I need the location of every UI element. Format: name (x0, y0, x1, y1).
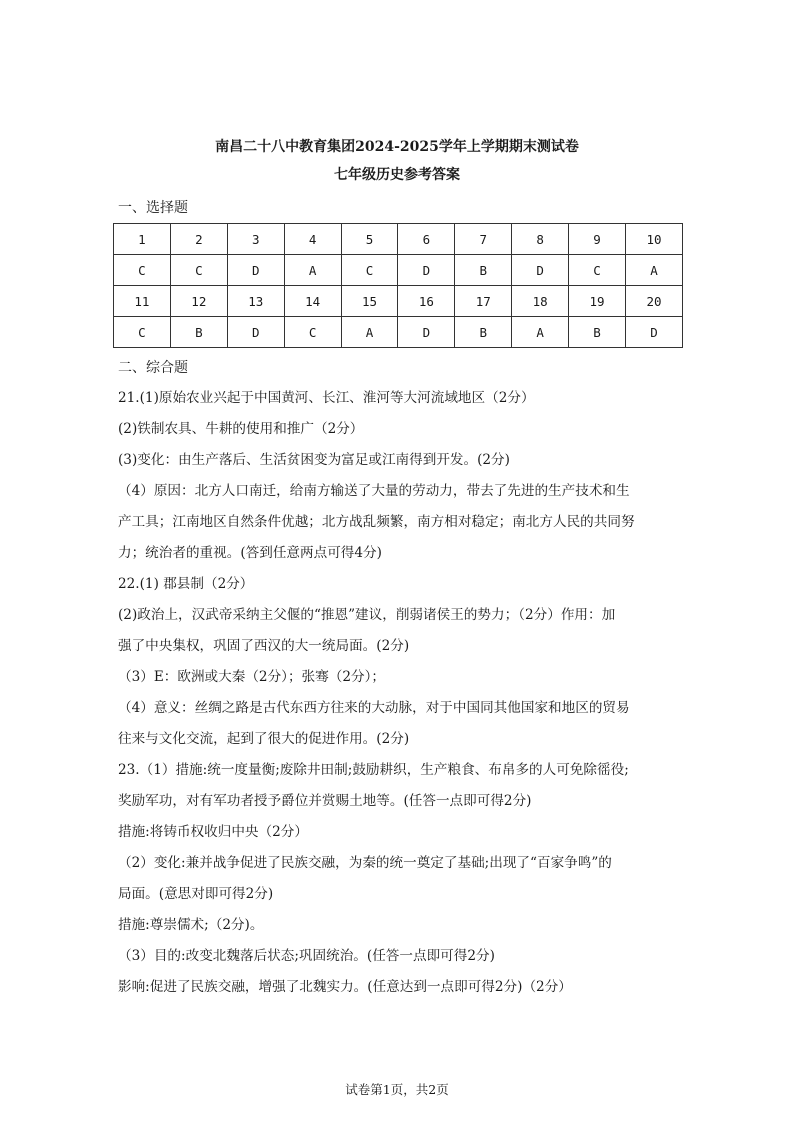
answer-line: （4）原因：北方人口南迁，给南方输送了大量的劳动力，带去了先进的生产技术和生 (118, 483, 630, 499)
table-cell: A (284, 255, 341, 286)
answer-line: 21.(1)原始农业兴起于中国黄河、长江、淮河等大河流域地区（2分） (118, 390, 535, 406)
answer-line: (2)铁制农具、牛耕的使用和推广（2分） (118, 421, 364, 437)
answer-line: (3)变化：由生产落后、生活贫困变为富足或江南得到开发。(2分) (118, 452, 510, 468)
table-cell: D (398, 255, 455, 286)
document-subtitle: 七年级历史参考答案 (334, 167, 460, 183)
table-cell: C (114, 317, 171, 348)
table-cell: 20 (626, 286, 683, 317)
table-cell: B (455, 317, 512, 348)
answer-text (118, 383, 684, 1003)
table-cell: D (227, 317, 284, 348)
section-heading-choice: 一、选择题 (118, 200, 188, 216)
section-heading-comprehensive: 二、综合题 (118, 360, 188, 376)
answer-line: 局面。(意思对即可得2分) (118, 886, 274, 902)
table-cell: 19 (569, 286, 626, 317)
table-cell: C (341, 255, 398, 286)
answer-line: 措施:尊崇儒术;（2分)。 (118, 917, 264, 933)
table-row (114, 317, 683, 348)
answer-line: （4）意义：丝绸之路是古代东西方往来的大动脉，对于中国同其他国家和地区的贸易 (118, 700, 630, 716)
table-cell: 16 (398, 286, 455, 317)
answer-line: 措施:将铸币权收归中央（2分） (118, 824, 308, 840)
table-cell: A (626, 255, 683, 286)
table-cell: 1 (114, 224, 171, 255)
table-cell: D (512, 255, 569, 286)
table-cell: D (227, 255, 284, 286)
table-cell: A (512, 317, 569, 348)
table-row (114, 286, 683, 317)
answer-line: （3）E：欧洲或大秦（2分）；张骞（2分）； (118, 669, 385, 685)
table-cell: C (114, 255, 171, 286)
table-cell: D (398, 317, 455, 348)
answer-line: 23.（1）措施:统一度量衡;废除井田制;鼓励耕织，生产粮食、布帛多的人可免除徭役; (118, 762, 629, 778)
table-cell: 2 (170, 224, 227, 255)
answer-line: （2）变化:兼并战争促进了民族交融，为秦的统一奠定了基础;出现了“百家争鸣”的 (118, 855, 612, 871)
page-footer: 试卷第1页，共2页 (345, 1082, 449, 1097)
table-cell: B (455, 255, 512, 286)
answer-line: 强了中央集权，巩固了西汉的大一统局面。(2分) (118, 638, 410, 654)
table-cell: 14 (284, 286, 341, 317)
table-cell: C (170, 255, 227, 286)
table-cell: 5 (341, 224, 398, 255)
answer-line: 力；统治者的重视。(答到任意两点可得4分) (118, 545, 382, 561)
table-cell: 12 (170, 286, 227, 317)
table-cell: 18 (512, 286, 569, 317)
answer-line: (2)政治上，汉武帝采纳主父偃的“推恩”建议，削弱诸侯王的势力；（2分）作用：加 (118, 607, 616, 623)
table-cell: 7 (455, 224, 512, 255)
table-row (114, 255, 683, 286)
answer-line: （3）目的:改变北魏落后状态;巩固统治。(任答一点即可得2分) (118, 948, 495, 964)
answer-line: 往来与文化交流，起到了很大的促进作用。(2分) (118, 731, 410, 747)
table-row (114, 224, 683, 255)
answer-line: 影响:促进了民族交融，增强了北魏实力。(任意达到一点即可得2分)（2分） (118, 979, 572, 995)
table-cell: C (284, 317, 341, 348)
answer-line: 产工具；江南地区自然条件优越；北方战乱频繁，南方相对稳定；南北方人民的共同努 (118, 514, 635, 530)
table-cell: A (341, 317, 398, 348)
table-cell: 17 (455, 286, 512, 317)
table-cell: 10 (626, 224, 683, 255)
table-cell: 8 (512, 224, 569, 255)
table-cell: B (569, 317, 626, 348)
table-cell: 3 (227, 224, 284, 255)
table-cell: D (626, 317, 683, 348)
table-cell: B (170, 317, 227, 348)
table-cell: 4 (284, 224, 341, 255)
table-cell: 6 (398, 224, 455, 255)
table-cell: C (569, 255, 626, 286)
document-title: 南昌二十八中教育集团2024-2025学年上学期期末测试卷 (215, 139, 579, 155)
answer-table (113, 223, 683, 348)
table-cell: 9 (569, 224, 626, 255)
answer-line: 22.(1) 郡县制（2分） (118, 576, 254, 592)
answer-line: 奖励军功，对有军功者授予爵位并赏赐土地等。(任答一点即可得2分) (118, 793, 532, 809)
table-cell: 15 (341, 286, 398, 317)
table-cell: 11 (114, 286, 171, 317)
table-cell: 13 (227, 286, 284, 317)
